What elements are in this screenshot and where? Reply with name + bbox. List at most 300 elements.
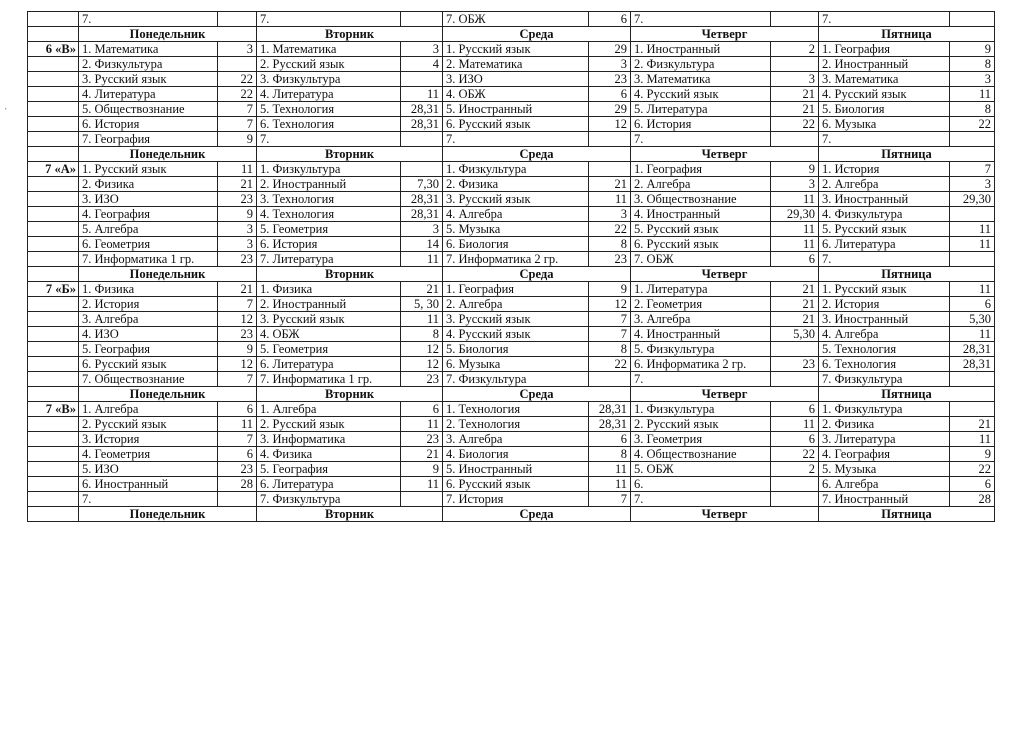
class-cell bbox=[28, 147, 79, 162]
room-cell: 9 bbox=[218, 342, 257, 357]
lesson-cell: 5. Физкультура bbox=[631, 342, 771, 357]
lesson-cell: 1. Физкультура bbox=[257, 162, 401, 177]
lesson-cell: 7. bbox=[631, 372, 771, 387]
lesson-cell: 4. Литература bbox=[79, 87, 218, 102]
room-cell: 7 bbox=[218, 372, 257, 387]
room-cell: 21 bbox=[771, 102, 819, 117]
lesson-row bbox=[28, 237, 995, 252]
lesson-cell: 6. История bbox=[631, 117, 771, 132]
lesson-cell: 3. Русский язык bbox=[443, 312, 589, 327]
lesson-cell: 4. ОБЖ bbox=[257, 327, 401, 342]
class-label bbox=[28, 207, 79, 222]
room-cell: 3 bbox=[771, 72, 819, 87]
room-cell: 3 bbox=[218, 222, 257, 237]
room-cell: 22 bbox=[950, 117, 995, 132]
lesson-cell: 1. Математика bbox=[257, 42, 401, 57]
lesson-cell: 2. Иностранный bbox=[819, 57, 950, 72]
room-cell bbox=[589, 372, 631, 387]
lesson-cell: 5. Обществознание bbox=[79, 102, 218, 117]
lesson-row bbox=[28, 342, 995, 357]
room-cell: 11 bbox=[950, 282, 995, 297]
lesson-cell: 3. Алгебра bbox=[631, 312, 771, 327]
lesson-row bbox=[28, 192, 995, 207]
lesson-cell: 7. bbox=[79, 492, 218, 507]
lesson-row bbox=[28, 477, 995, 492]
class-label bbox=[28, 87, 79, 102]
room-cell bbox=[950, 207, 995, 222]
day-header: Вторник bbox=[257, 27, 443, 42]
lesson-cell: 2. Алгебра bbox=[819, 177, 950, 192]
lesson-cell: 2. Русский язык bbox=[631, 417, 771, 432]
room-cell: 6 bbox=[589, 12, 631, 27]
day-header: Вторник bbox=[257, 507, 443, 522]
class-label bbox=[28, 477, 79, 492]
class-label: 6 «В» bbox=[28, 42, 79, 57]
lesson-cell: 4. Алгебра bbox=[443, 207, 589, 222]
day-header-row bbox=[28, 387, 995, 402]
room-cell: 8 bbox=[589, 447, 631, 462]
lesson-cell: 6. Информатика 2 гр. bbox=[631, 357, 771, 372]
scan-mark: ˌ bbox=[4, 98, 8, 110]
class-label bbox=[28, 447, 79, 462]
room-cell: 9 bbox=[771, 162, 819, 177]
lesson-cell: 2. Русский язык bbox=[257, 57, 401, 72]
room-cell: 11 bbox=[401, 312, 443, 327]
lesson-cell: 4. Физика bbox=[257, 447, 401, 462]
room-cell: 7 bbox=[950, 162, 995, 177]
lesson-cell: 5. Литература bbox=[631, 102, 771, 117]
room-cell: 7,30 bbox=[401, 177, 443, 192]
lesson-cell: 2. Математика bbox=[443, 57, 589, 72]
class-cell bbox=[28, 507, 79, 522]
room-cell: 28,31 bbox=[401, 102, 443, 117]
class-label bbox=[28, 117, 79, 132]
lesson-cell: 7. bbox=[819, 132, 950, 147]
lesson-cell: 2. Физика bbox=[443, 177, 589, 192]
room-cell: 23 bbox=[218, 327, 257, 342]
lesson-row bbox=[28, 312, 995, 327]
lesson-cell: 4. Физкультура bbox=[819, 207, 950, 222]
lesson-cell: 7. bbox=[257, 132, 401, 147]
day-header: Понедельник bbox=[79, 507, 257, 522]
class-label bbox=[28, 327, 79, 342]
class-label bbox=[28, 192, 79, 207]
room-cell: 3 bbox=[950, 72, 995, 87]
lesson-row bbox=[28, 117, 995, 132]
class-label: 7 «А» bbox=[28, 162, 79, 177]
lesson-cell: 4. Геометрия bbox=[79, 447, 218, 462]
schedule-table bbox=[27, 11, 995, 522]
class-label bbox=[28, 222, 79, 237]
lesson-cell: 3. Физкультура bbox=[257, 72, 401, 87]
lesson-cell: 1. Физкультура bbox=[819, 402, 950, 417]
lesson-cell: 2. Технология bbox=[443, 417, 589, 432]
day-header: Среда bbox=[443, 387, 631, 402]
room-cell: 23 bbox=[401, 372, 443, 387]
lesson-cell: 2. Геометрия bbox=[631, 297, 771, 312]
room-cell: 23 bbox=[401, 432, 443, 447]
lesson-row bbox=[28, 42, 995, 57]
lesson-cell: 4. Литература bbox=[257, 87, 401, 102]
lesson-cell: 6. Алгебра bbox=[819, 477, 950, 492]
lesson-cell: 3. ИЗО bbox=[443, 72, 589, 87]
room-cell: 9 bbox=[589, 282, 631, 297]
room-cell: 3 bbox=[771, 177, 819, 192]
room-cell bbox=[401, 492, 443, 507]
lesson-cell: 5. Иностранный bbox=[443, 462, 589, 477]
lesson-cell: 1. История bbox=[819, 162, 950, 177]
lesson-cell: 6. Геометрия bbox=[79, 237, 218, 252]
lesson-cell: 3. Русский язык bbox=[443, 192, 589, 207]
class-label bbox=[28, 357, 79, 372]
room-cell: 6 bbox=[950, 297, 995, 312]
room-cell: 22 bbox=[589, 357, 631, 372]
lesson-cell: 6. Иностранный bbox=[79, 477, 218, 492]
lesson-cell: 1. Физика bbox=[79, 282, 218, 297]
day-header: Среда bbox=[443, 267, 631, 282]
day-header: Среда bbox=[443, 507, 631, 522]
lesson-cell: 1. Литература bbox=[631, 282, 771, 297]
lesson-cell: 6. Технология bbox=[257, 117, 401, 132]
lesson-cell: 6. Литература bbox=[257, 477, 401, 492]
room-cell bbox=[401, 72, 443, 87]
room-cell bbox=[950, 252, 995, 267]
room-cell: 29 bbox=[589, 42, 631, 57]
room-cell: 9 bbox=[218, 132, 257, 147]
day-header: Вторник bbox=[257, 147, 443, 162]
room-cell: 3 bbox=[950, 177, 995, 192]
class-label bbox=[28, 492, 79, 507]
room-cell: 6 bbox=[771, 402, 819, 417]
lesson-row bbox=[28, 402, 995, 417]
lesson-cell: 6. Технология bbox=[819, 357, 950, 372]
day-header: Четверг bbox=[631, 507, 819, 522]
lesson-cell: 5. Русский язык bbox=[631, 222, 771, 237]
class-label bbox=[28, 177, 79, 192]
day-header: Пятница bbox=[819, 267, 995, 282]
room-cell bbox=[771, 57, 819, 72]
lesson-cell: 5. География bbox=[257, 462, 401, 477]
lesson-cell: 5. Музыка bbox=[443, 222, 589, 237]
room-cell: 29,30 bbox=[950, 192, 995, 207]
lesson-cell: 7. bbox=[631, 12, 771, 27]
lesson-row bbox=[28, 432, 995, 447]
room-cell: 11 bbox=[401, 417, 443, 432]
class-label bbox=[28, 252, 79, 267]
lesson-cell: 3. ИЗО bbox=[79, 192, 218, 207]
lesson-cell: 6. Музыка bbox=[819, 117, 950, 132]
lesson-cell: 7. bbox=[257, 12, 401, 27]
class-label bbox=[28, 57, 79, 72]
room-cell: 6 bbox=[771, 252, 819, 267]
class-label bbox=[28, 132, 79, 147]
room-cell: 3 bbox=[401, 222, 443, 237]
room-cell: 21 bbox=[401, 447, 443, 462]
lesson-cell: 2. Иностранный bbox=[257, 177, 401, 192]
lesson-cell: 5. География bbox=[79, 342, 218, 357]
lesson-cell: 5. Биология bbox=[443, 342, 589, 357]
room-cell: 21 bbox=[771, 312, 819, 327]
room-cell: 3 bbox=[218, 42, 257, 57]
room-cell: 11 bbox=[589, 462, 631, 477]
lesson-cell: 7. ОБЖ bbox=[443, 12, 589, 27]
lesson-cell: 7. Физкультура bbox=[443, 372, 589, 387]
lesson-cell: 1. Алгебра bbox=[79, 402, 218, 417]
lesson-row bbox=[28, 102, 995, 117]
class-label bbox=[28, 432, 79, 447]
room-cell: 3 bbox=[589, 57, 631, 72]
lesson-cell: 4. Русский язык bbox=[819, 87, 950, 102]
lesson-cell: 7. Информатика 2 гр. bbox=[443, 252, 589, 267]
room-cell: 11 bbox=[771, 237, 819, 252]
room-cell bbox=[950, 372, 995, 387]
room-cell bbox=[401, 12, 443, 27]
lesson-cell: 7. bbox=[443, 132, 589, 147]
lesson-cell: 3. Литература bbox=[819, 432, 950, 447]
lesson-cell: 3. Технология bbox=[257, 192, 401, 207]
lesson-cell: 7. Физкультура bbox=[819, 372, 950, 387]
day-header: Пятница bbox=[819, 387, 995, 402]
room-cell bbox=[950, 132, 995, 147]
day-header: Пятница bbox=[819, 507, 995, 522]
class-label bbox=[28, 72, 79, 87]
lesson-cell: 2. Физкультура bbox=[79, 57, 218, 72]
day-header-row bbox=[28, 147, 995, 162]
lesson-cell: 6. bbox=[631, 477, 771, 492]
lesson-cell: 4. Русский язык bbox=[443, 327, 589, 342]
day-header: Среда bbox=[443, 147, 631, 162]
lesson-cell: 5. Русский язык bbox=[819, 222, 950, 237]
class-label bbox=[28, 297, 79, 312]
lesson-cell: 6. История bbox=[257, 237, 401, 252]
lesson-cell: 6. Русский язык bbox=[443, 117, 589, 132]
room-cell: 21 bbox=[771, 87, 819, 102]
room-cell: 11 bbox=[589, 192, 631, 207]
day-header-row bbox=[28, 267, 995, 282]
day-header-row bbox=[28, 27, 995, 42]
lesson-row bbox=[28, 492, 995, 507]
lesson-cell: 7. bbox=[819, 12, 950, 27]
lesson-cell: 1. География bbox=[819, 42, 950, 57]
lesson-cell: 1. Русский язык bbox=[443, 42, 589, 57]
room-cell: 11 bbox=[218, 417, 257, 432]
lesson-cell: 6. Литература bbox=[819, 237, 950, 252]
lesson-cell: 3. Информатика bbox=[257, 432, 401, 447]
room-cell: 28,31 bbox=[401, 192, 443, 207]
lesson-cell: 7. bbox=[819, 252, 950, 267]
class-label bbox=[28, 312, 79, 327]
lesson-row bbox=[28, 282, 995, 297]
room-cell: 22 bbox=[771, 117, 819, 132]
room-cell: 8 bbox=[401, 327, 443, 342]
lesson-cell: 5. Геометрия bbox=[257, 222, 401, 237]
room-cell: 7 bbox=[218, 102, 257, 117]
lesson-cell: 3. Алгебра bbox=[79, 312, 218, 327]
room-cell: 9 bbox=[950, 447, 995, 462]
lesson-cell: 3. История bbox=[79, 432, 218, 447]
room-cell: 3 bbox=[218, 237, 257, 252]
lesson-cell: 7. bbox=[631, 492, 771, 507]
room-cell: 12 bbox=[218, 357, 257, 372]
room-cell: 28,31 bbox=[950, 357, 995, 372]
room-cell: 29,30 bbox=[771, 207, 819, 222]
room-cell: 5, 30 bbox=[401, 297, 443, 312]
room-cell: 28,31 bbox=[401, 207, 443, 222]
room-cell: 21 bbox=[950, 417, 995, 432]
lesson-cell: 6. Литература bbox=[257, 357, 401, 372]
day-header: Понедельник bbox=[79, 27, 257, 42]
room-cell: 23 bbox=[589, 72, 631, 87]
room-cell: 11 bbox=[950, 432, 995, 447]
lesson-row bbox=[28, 72, 995, 87]
class-cell bbox=[28, 267, 79, 282]
lesson-row bbox=[28, 222, 995, 237]
room-cell bbox=[401, 162, 443, 177]
day-header: Пятница bbox=[819, 27, 995, 42]
lesson-cell: 3. Русский язык bbox=[79, 72, 218, 87]
day-header-row bbox=[28, 507, 995, 522]
room-cell: 21 bbox=[771, 297, 819, 312]
day-header: Пятница bbox=[819, 147, 995, 162]
room-cell: 7 bbox=[218, 432, 257, 447]
lesson-cell: 5. Биология bbox=[819, 102, 950, 117]
room-cell: 11 bbox=[401, 87, 443, 102]
room-cell: 11 bbox=[950, 237, 995, 252]
lesson-cell: 3. Обществознание bbox=[631, 192, 771, 207]
lesson-cell: 5. Технология bbox=[257, 102, 401, 117]
room-cell bbox=[589, 162, 631, 177]
room-cell: 12 bbox=[589, 297, 631, 312]
room-cell: 29 bbox=[589, 102, 631, 117]
room-cell: 9 bbox=[401, 462, 443, 477]
lesson-row bbox=[28, 57, 995, 72]
lesson-cell: 4. Обществознание bbox=[631, 447, 771, 462]
room-cell: 23 bbox=[771, 357, 819, 372]
lesson-cell: 6. Русский язык bbox=[631, 237, 771, 252]
day-header: Вторник bbox=[257, 387, 443, 402]
room-cell: 21 bbox=[218, 177, 257, 192]
room-cell: 11 bbox=[218, 162, 257, 177]
room-cell: 7 bbox=[589, 492, 631, 507]
lesson-cell: 2. Физкультура bbox=[631, 57, 771, 72]
lesson-cell: 1. География bbox=[443, 282, 589, 297]
room-cell: 11 bbox=[401, 252, 443, 267]
room-cell bbox=[218, 57, 257, 72]
lesson-cell: 7. Литература bbox=[257, 252, 401, 267]
lesson-row bbox=[28, 357, 995, 372]
room-cell bbox=[950, 402, 995, 417]
lesson-cell: 3. Геометрия bbox=[631, 432, 771, 447]
day-header: Понедельник bbox=[79, 147, 257, 162]
lesson-row bbox=[28, 177, 995, 192]
lesson-cell: 4. ИЗО bbox=[79, 327, 218, 342]
room-cell: 12 bbox=[401, 342, 443, 357]
room-cell: 22 bbox=[589, 222, 631, 237]
lesson-cell: 2. Алгебра bbox=[443, 297, 589, 312]
class-cell bbox=[28, 27, 79, 42]
room-cell: 11 bbox=[771, 222, 819, 237]
day-header: Понедельник bbox=[79, 267, 257, 282]
lesson-cell: 5. ОБЖ bbox=[631, 462, 771, 477]
lesson-cell: 5. Музыка bbox=[819, 462, 950, 477]
room-cell: 3 bbox=[401, 42, 443, 57]
lesson-cell: 2. Физика bbox=[819, 417, 950, 432]
room-cell: 21 bbox=[218, 282, 257, 297]
room-cell: 11 bbox=[950, 222, 995, 237]
room-cell: 23 bbox=[218, 252, 257, 267]
room-cell: 6 bbox=[771, 432, 819, 447]
room-cell bbox=[771, 132, 819, 147]
room-cell: 23 bbox=[218, 462, 257, 477]
lesson-cell: 4. Русский язык bbox=[631, 87, 771, 102]
day-header: Понедельник bbox=[79, 387, 257, 402]
lesson-cell: 1. Алгебра bbox=[257, 402, 401, 417]
room-cell: 28 bbox=[218, 477, 257, 492]
room-cell: 11 bbox=[950, 87, 995, 102]
class-label: 7 «Б» bbox=[28, 282, 79, 297]
room-cell: 8 bbox=[589, 342, 631, 357]
room-cell: 14 bbox=[401, 237, 443, 252]
class-label bbox=[28, 102, 79, 117]
room-cell: 6 bbox=[218, 402, 257, 417]
room-cell: 7 bbox=[218, 117, 257, 132]
lesson-cell: 2. Русский язык bbox=[79, 417, 218, 432]
lesson-cell: 3. Математика bbox=[631, 72, 771, 87]
room-cell: 12 bbox=[218, 312, 257, 327]
class-label bbox=[28, 237, 79, 252]
day-header: Вторник bbox=[257, 267, 443, 282]
room-cell: 21 bbox=[401, 282, 443, 297]
lesson-row bbox=[28, 417, 995, 432]
room-cell: 7 bbox=[589, 327, 631, 342]
lesson-row bbox=[28, 297, 995, 312]
room-cell bbox=[771, 372, 819, 387]
room-cell: 4 bbox=[401, 57, 443, 72]
room-cell bbox=[218, 492, 257, 507]
lesson-cell: 7. Иностранный bbox=[819, 492, 950, 507]
lesson-cell: 6. Русский язык bbox=[443, 477, 589, 492]
lesson-cell: 6. Биология bbox=[443, 237, 589, 252]
room-cell: 6 bbox=[589, 87, 631, 102]
room-cell: 8 bbox=[950, 57, 995, 72]
lesson-cell: 5. Алгебра bbox=[79, 222, 218, 237]
class-label bbox=[28, 417, 79, 432]
room-cell: 6 bbox=[401, 402, 443, 417]
lesson-cell: 2. История bbox=[79, 297, 218, 312]
class-cell bbox=[28, 387, 79, 402]
room-cell bbox=[771, 477, 819, 492]
day-header: Четверг bbox=[631, 27, 819, 42]
lesson-row bbox=[28, 207, 995, 222]
room-cell: 12 bbox=[589, 117, 631, 132]
room-cell: 21 bbox=[589, 177, 631, 192]
room-cell: 12 bbox=[401, 357, 443, 372]
lesson-row bbox=[28, 462, 995, 477]
room-cell: 9 bbox=[218, 207, 257, 222]
room-cell bbox=[771, 342, 819, 357]
room-cell: 11 bbox=[401, 477, 443, 492]
room-cell: 11 bbox=[950, 327, 995, 342]
lesson-cell: 1. Математика bbox=[79, 42, 218, 57]
room-cell: 22 bbox=[218, 87, 257, 102]
lesson-cell: 7. Информатика 1 гр. bbox=[257, 372, 401, 387]
room-cell: 28,31 bbox=[589, 417, 631, 432]
room-cell: 28 bbox=[950, 492, 995, 507]
lesson-cell: 1. Физкультура bbox=[631, 402, 771, 417]
lesson-cell: 1. Технология bbox=[443, 402, 589, 417]
room-cell: 9 bbox=[950, 42, 995, 57]
lesson-cell: 4. Иностранный bbox=[631, 207, 771, 222]
